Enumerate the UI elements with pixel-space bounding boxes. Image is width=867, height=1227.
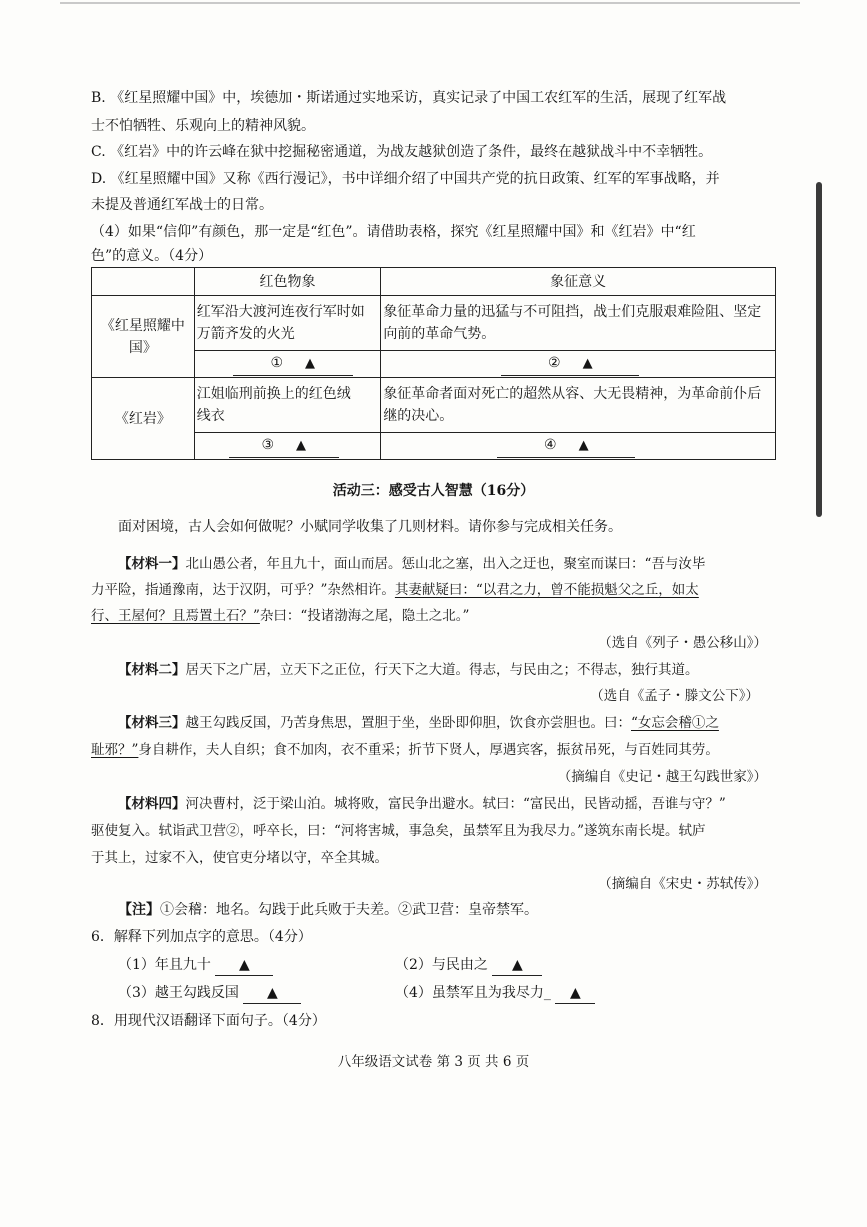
page-footer: 八年级语文试卷 第 3 页 共 6 页: [337, 1054, 530, 1070]
q6-item2: [395, 955, 542, 976]
q6-title: 6．解释下列加点字的意思。（4分）: [91, 929, 312, 945]
triangle-marker-icon: ▲: [305, 356, 316, 371]
blank-2-number: ②: [548, 355, 561, 371]
q6-answer-blank-1[interactable]: [215, 955, 273, 976]
material2-source: （选自《孟子・滕文公下》）: [590, 688, 759, 704]
red-crag-object-line1: 江姐临刑前换上的红色绒: [196, 386, 351, 402]
material4-source: （摘编自《宋史・苏轼传》）: [598, 876, 767, 892]
material1-source: （选自《列子・愚公移山》）: [598, 635, 767, 651]
material1-line1: [118, 554, 705, 574]
blank-3-number: ③: [261, 437, 275, 453]
blank-1-number: ①: [270, 355, 284, 371]
answer-blank-4-cell: [381, 433, 776, 460]
q6-item4: [395, 983, 595, 1004]
triangle-marker-icon: ▲: [569, 985, 581, 1001]
triangle-marker-icon: ▲: [578, 438, 589, 453]
material1-text3: 杂曰：“投诸渤海之尾，隐土之北。”: [259, 608, 470, 624]
option-d-line2: 未提及普通红军战士的日常。: [91, 197, 273, 213]
book-red-star-line2: 国》: [128, 339, 157, 356]
note-text: ①会稽：地名。勾践于此兵败于夫差。②武卫营：皇帝禁军。: [160, 902, 538, 918]
note-line: [118, 900, 538, 920]
material1-line2: [91, 580, 699, 600]
material3-label: 【材料三】: [118, 715, 186, 731]
material1-underlined-2: 行、王屋何？且焉置土石？”: [91, 608, 260, 624]
triangle-marker-icon: ▲: [511, 957, 523, 973]
option-b-line1: B. 《红星照耀中国》中，埃德加・斯诺通过实地采访，真实记录了中国工农红军的生活，展现了红军战: [91, 90, 727, 106]
scrollbar-thumb[interactable]: [816, 182, 822, 517]
q4-line1: （4）如果“信仰”有颜色，那一定是“红色”。请借助表格，探究《红星照耀中国》和《红岩》中“红: [91, 224, 696, 240]
activity3-title: 活动三：感受古人智慧（16分）: [332, 483, 535, 499]
material3-text1: 越王勾践反国，乃苦身焦思，置胆于坐，坐卧即仰胆，饮食亦尝胆也。曰：: [185, 715, 631, 731]
material3-line1: [118, 713, 719, 733]
material3-line2: [91, 740, 719, 760]
material4-line1: [118, 794, 726, 814]
material3-text2: 身自耕作，夫人自织；食不加肉，衣不重采；折节下贤人，厚遇宾客，振贫吊死，与百姓同其劳。: [138, 742, 719, 758]
book-red-star-line1: 《红星照耀中: [100, 317, 185, 334]
triangle-marker-icon: ▲: [238, 957, 250, 973]
q6-item1: [118, 955, 273, 976]
red-crag-meaning-line2: 继的决心。: [383, 408, 454, 424]
material4-line3: 于其上，过家不入，使官吏分堵以守，卒全其城。: [91, 850, 388, 866]
material1-underlined-1: 其妻献疑曰：“以君之力，曾不能损魁父之丘，如太: [394, 582, 699, 598]
red-star-object-line2: 万箭齐发的火光: [196, 326, 295, 342]
material1-text1: 北山愚公者，年且九十，面山而居。惩山北之塞，出入之迂也，聚室而谋曰：“吾与汝毕: [185, 556, 706, 572]
red-star-meaning-line2: 向前的革命气势。: [383, 326, 496, 342]
table-corner-cell: [92, 268, 195, 296]
material3-underlined-1: “女忘会稽①之: [631, 715, 719, 731]
triangle-marker-icon: ▲: [582, 356, 593, 371]
q6-item1-text: （1）年且九十: [118, 957, 211, 973]
material2-text: 居天下之广居，立天下之正位，行天下之大道。得志，与民由之；不得志，独行其道。: [185, 662, 699, 678]
triangle-marker-icon: ▲: [266, 985, 278, 1001]
header-red-object: 红色物象: [194, 268, 381, 296]
triangle-marker-icon: ▲: [296, 438, 307, 453]
q4-line2: 色”的意义。（4分）: [91, 248, 213, 264]
answer-blank-3-cell: [194, 433, 381, 460]
material4-text1: 河决曹村，泛于梁山泊。城将败，富民争出避水。轼曰：“富民出，民皆动摇，吾谁与守？”: [185, 796, 726, 812]
answer-blank-2[interactable]: [501, 352, 639, 376]
activity3-intro: 面对困境，古人会如何做呢？小赋同学收集了几则材料。请你参与完成相关任务。: [118, 519, 622, 535]
q6-item3-text: （3）越王勾践反国: [118, 985, 239, 1001]
material3-underlined-2: 耻邪？”: [91, 742, 139, 758]
material1-text2: 力平险，指通豫南，达于汉阴，可乎？”杂然相许。: [91, 582, 395, 598]
red-symbol-table: [91, 267, 776, 460]
q6-answer-blank-4[interactable]: [555, 983, 595, 1004]
blank-4-number: ④: [544, 437, 557, 453]
red-star-object-line1: 红军沿大渡河连夜行军时如: [196, 304, 365, 320]
option-c: C. 《红岩》中的许云峰在狱中挖掘秘密通道，为战友越狱创造了条件，最终在越狱战斗中不幸牺牲。: [91, 144, 713, 160]
page-top-edge: [60, 2, 800, 4]
answer-blank-2-cell: [381, 351, 776, 378]
red-crag-object: [194, 378, 381, 433]
answer-blank-3[interactable]: [229, 434, 339, 458]
material1-line3: [91, 606, 469, 626]
q6-item3: [118, 983, 301, 1004]
material2-line1: [118, 660, 699, 680]
book-red-star: [92, 296, 195, 378]
material4-line2: 驱使复入。轼诣武卫营②，呼卒长，曰：“河将害城，事急矣，虽禁军且为我尽力。”遂筑东南长堤。轼庐: [91, 823, 706, 839]
material2-label: 【材料二】: [118, 662, 186, 678]
answer-blank-1[interactable]: [233, 352, 353, 376]
answer-blank-4[interactable]: [497, 434, 635, 458]
note-label: 【注】: [118, 902, 160, 918]
material4-label: 【材料四】: [118, 796, 186, 812]
red-crag-meaning-line1: 象征革命者面对死亡的超然从容、大无畏精神，为革命前仆后: [383, 386, 762, 402]
material3-source: （摘编自《史记・越王勾践世家》）: [557, 769, 767, 785]
q6-answer-blank-3[interactable]: [243, 983, 301, 1004]
q6-answer-blank-2[interactable]: [492, 955, 542, 976]
red-star-meaning: [381, 296, 776, 351]
answer-blank-1-cell: [194, 351, 381, 378]
option-b-line2: 士不怕牺牲、乐观向上的精神风貌。: [91, 118, 315, 134]
book-red-crag: 《红岩》: [92, 378, 195, 460]
option-d-line1: D. 《红星照耀中国》又称《西行漫记》，书中详细介绍了中国共产党的抗日政策、红军的军事战略，并: [91, 171, 720, 187]
header-meaning: 象征意义: [381, 268, 776, 296]
material1-label: 【材料一】: [118, 556, 186, 572]
q6-item2-text: （2）与民由之: [395, 957, 488, 973]
red-crag-meaning: [381, 378, 776, 433]
q6-item4-text: （4）虽禁军且为我尽力_: [395, 985, 551, 1001]
red-star-object: [194, 296, 381, 351]
q8-title: 8．用现代汉语翻译下面句子。（4分）: [91, 1013, 326, 1029]
red-star-meaning-line1: 象征革命力量的迅猛与不可阻挡，战士们克服艰难险阻、坚定: [383, 304, 762, 320]
red-crag-object-line2: 线衣: [196, 408, 225, 424]
